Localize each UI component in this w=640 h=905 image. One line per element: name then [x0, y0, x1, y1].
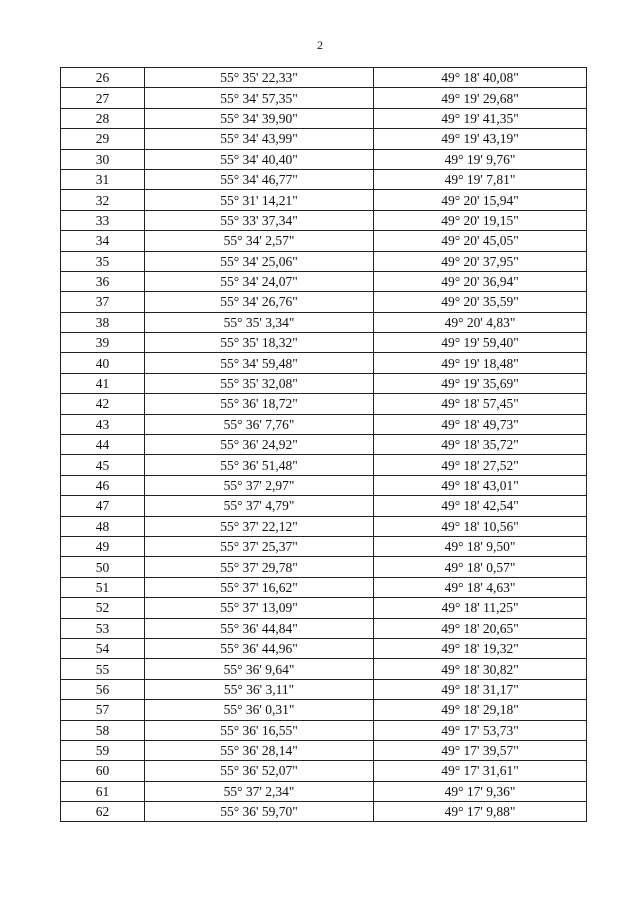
latitude-cell: 55° 36' 24,92" — [145, 435, 374, 455]
table-row — [61, 129, 587, 149]
table-row — [61, 414, 587, 434]
table-row — [61, 251, 587, 271]
longitude-cell: 49° 18' 27,52" — [374, 455, 587, 475]
latitude-cell: 55° 34' 40,40" — [145, 149, 374, 169]
table-row — [61, 210, 587, 230]
longitude-cell: 49° 19' 59,40" — [374, 333, 587, 353]
longitude-cell: 49° 18' 42,54" — [374, 496, 587, 516]
latitude-cell: 55° 36' 16,55" — [145, 720, 374, 740]
point-number-cell: 31 — [61, 169, 145, 189]
table-row — [61, 577, 587, 597]
longitude-cell: 49° 19' 35,69" — [374, 373, 587, 393]
latitude-cell: 55° 33' 37,34" — [145, 210, 374, 230]
latitude-cell: 55° 37' 2,34" — [145, 781, 374, 801]
point-number-cell: 32 — [61, 190, 145, 210]
point-number-cell: 51 — [61, 577, 145, 597]
latitude-cell: 55° 35' 18,32" — [145, 333, 374, 353]
latitude-cell: 55° 36' 3,11" — [145, 679, 374, 699]
point-number-cell: 34 — [61, 231, 145, 251]
table-row — [61, 598, 587, 618]
table-row — [61, 149, 587, 169]
longitude-cell: 49° 20' 45,05" — [374, 231, 587, 251]
longitude-cell: 49° 18' 4,63" — [374, 577, 587, 597]
table-row — [61, 373, 587, 393]
point-number-cell: 62 — [61, 802, 145, 822]
latitude-cell: 55° 34' 46,77" — [145, 169, 374, 189]
latitude-cell: 55° 36' 18,72" — [145, 394, 374, 414]
point-number-cell: 60 — [61, 761, 145, 781]
longitude-cell: 49° 17' 39,57" — [374, 740, 587, 760]
longitude-cell: 49° 18' 57,45" — [374, 394, 587, 414]
table-row — [61, 435, 587, 455]
table-row — [61, 557, 587, 577]
table-row — [61, 88, 587, 108]
table-row — [61, 679, 587, 699]
longitude-cell: 49° 20' 37,95" — [374, 251, 587, 271]
table-row — [61, 496, 587, 516]
page-number: 2 — [317, 38, 323, 52]
latitude-cell: 55° 36' 44,84" — [145, 618, 374, 638]
latitude-cell: 55° 34' 2,57" — [145, 231, 374, 251]
coordinates-table-body — [61, 68, 587, 822]
longitude-cell: 49° 18' 20,65" — [374, 618, 587, 638]
table-row — [61, 271, 587, 291]
point-number-cell: 50 — [61, 557, 145, 577]
longitude-cell: 49° 18' 11,25" — [374, 598, 587, 618]
longitude-cell: 49° 18' 9,50" — [374, 536, 587, 556]
longitude-cell: 49° 19' 18,48" — [374, 353, 587, 373]
latitude-cell: 55° 35' 3,34" — [145, 312, 374, 332]
longitude-cell: 49° 18' 35,72" — [374, 435, 587, 455]
table-row — [61, 169, 587, 189]
longitude-cell: 49° 18' 30,82" — [374, 659, 587, 679]
point-number-cell: 57 — [61, 700, 145, 720]
point-number-cell: 46 — [61, 475, 145, 495]
point-number-cell: 56 — [61, 679, 145, 699]
latitude-cell: 55° 34' 25,06" — [145, 251, 374, 271]
table-row — [61, 333, 587, 353]
point-number-cell: 26 — [61, 68, 145, 88]
point-number-cell: 37 — [61, 292, 145, 312]
latitude-cell: 55° 35' 22,33" — [145, 68, 374, 88]
latitude-cell: 55° 36' 51,48" — [145, 455, 374, 475]
point-number-cell: 27 — [61, 88, 145, 108]
latitude-cell: 55° 34' 59,48" — [145, 353, 374, 373]
longitude-cell: 49° 19' 43,19" — [374, 129, 587, 149]
coordinates-table — [60, 67, 587, 822]
point-number-cell: 38 — [61, 312, 145, 332]
point-number-cell: 49 — [61, 536, 145, 556]
point-number-cell: 30 — [61, 149, 145, 169]
latitude-cell: 55° 37' 2,97" — [145, 475, 374, 495]
longitude-cell: 49° 18' 19,32" — [374, 638, 587, 658]
longitude-cell: 49° 17' 9,36" — [374, 781, 587, 801]
point-number-cell: 36 — [61, 271, 145, 291]
latitude-cell: 55° 37' 13,09" — [145, 598, 374, 618]
longitude-cell: 49° 18' 10,56" — [374, 516, 587, 536]
latitude-cell: 55° 34' 39,90" — [145, 108, 374, 128]
point-number-cell: 28 — [61, 108, 145, 128]
table-row — [61, 638, 587, 658]
longitude-cell: 49° 17' 31,61" — [374, 761, 587, 781]
table-row — [61, 475, 587, 495]
table-row — [61, 720, 587, 740]
longitude-cell: 49° 20' 35,59" — [374, 292, 587, 312]
point-number-cell: 44 — [61, 435, 145, 455]
table-row — [61, 802, 587, 822]
table-row — [61, 108, 587, 128]
longitude-cell: 49° 20' 36,94" — [374, 271, 587, 291]
point-number-cell: 35 — [61, 251, 145, 271]
point-number-cell: 29 — [61, 129, 145, 149]
latitude-cell: 55° 37' 16,62" — [145, 577, 374, 597]
latitude-cell: 55° 37' 22,12" — [145, 516, 374, 536]
table-row — [61, 455, 587, 475]
longitude-cell: 49° 18' 0,57" — [374, 557, 587, 577]
point-number-cell: 39 — [61, 333, 145, 353]
longitude-cell: 49° 20' 19,15" — [374, 210, 587, 230]
point-number-cell: 43 — [61, 414, 145, 434]
longitude-cell: 49° 18' 31,17" — [374, 679, 587, 699]
table-row — [61, 536, 587, 556]
point-number-cell: 54 — [61, 638, 145, 658]
latitude-cell: 55° 37' 4,79" — [145, 496, 374, 516]
point-number-cell: 33 — [61, 210, 145, 230]
table-row — [61, 700, 587, 720]
longitude-cell: 49° 17' 53,73" — [374, 720, 587, 740]
latitude-cell: 55° 34' 57,35" — [145, 88, 374, 108]
point-number-cell: 40 — [61, 353, 145, 373]
table-row — [61, 659, 587, 679]
longitude-cell: 49° 18' 49,73" — [374, 414, 587, 434]
latitude-cell: 55° 37' 25,37" — [145, 536, 374, 556]
point-number-cell: 52 — [61, 598, 145, 618]
table-row — [61, 740, 587, 760]
latitude-cell: 55° 34' 43,99" — [145, 129, 374, 149]
longitude-cell: 49° 18' 40,08" — [374, 68, 587, 88]
table-row — [61, 68, 587, 88]
table-row — [61, 231, 587, 251]
latitude-cell: 55° 35' 32,08" — [145, 373, 374, 393]
table-row — [61, 353, 587, 373]
latitude-cell: 55° 31' 14,21" — [145, 190, 374, 210]
point-number-cell: 42 — [61, 394, 145, 414]
table-row — [61, 292, 587, 312]
latitude-cell: 55° 36' 9,64" — [145, 659, 374, 679]
point-number-cell: 45 — [61, 455, 145, 475]
table-row — [61, 761, 587, 781]
latitude-cell: 55° 37' 29,78" — [145, 557, 374, 577]
longitude-cell: 49° 17' 9,88" — [374, 802, 587, 822]
latitude-cell: 55° 34' 26,76" — [145, 292, 374, 312]
point-number-cell: 47 — [61, 496, 145, 516]
latitude-cell: 55° 36' 59,70" — [145, 802, 374, 822]
latitude-cell: 55° 36' 7,76" — [145, 414, 374, 434]
longitude-cell: 49° 19' 9,76" — [374, 149, 587, 169]
longitude-cell: 49° 20' 4,83" — [374, 312, 587, 332]
longitude-cell: 49° 19' 29,68" — [374, 88, 587, 108]
table-row — [61, 516, 587, 536]
latitude-cell: 55° 36' 44,96" — [145, 638, 374, 658]
latitude-cell: 55° 34' 24,07" — [145, 271, 374, 291]
table-row — [61, 394, 587, 414]
longitude-cell: 49° 18' 43,01" — [374, 475, 587, 495]
table-row — [61, 618, 587, 638]
longitude-cell: 49° 20' 15,94" — [374, 190, 587, 210]
longitude-cell: 49° 19' 41,35" — [374, 108, 587, 128]
point-number-cell: 58 — [61, 720, 145, 740]
point-number-cell: 61 — [61, 781, 145, 801]
point-number-cell: 53 — [61, 618, 145, 638]
latitude-cell: 55° 36' 0,31" — [145, 700, 374, 720]
point-number-cell: 55 — [61, 659, 145, 679]
table-row — [61, 190, 587, 210]
latitude-cell: 55° 36' 28,14" — [145, 740, 374, 760]
point-number-cell: 59 — [61, 740, 145, 760]
latitude-cell: 55° 36' 52,07" — [145, 761, 374, 781]
longitude-cell: 49° 18' 29,18" — [374, 700, 587, 720]
table-row — [61, 781, 587, 801]
point-number-cell: 48 — [61, 516, 145, 536]
longitude-cell: 49° 19' 7,81" — [374, 169, 587, 189]
point-number-cell: 41 — [61, 373, 145, 393]
table-row — [61, 312, 587, 332]
